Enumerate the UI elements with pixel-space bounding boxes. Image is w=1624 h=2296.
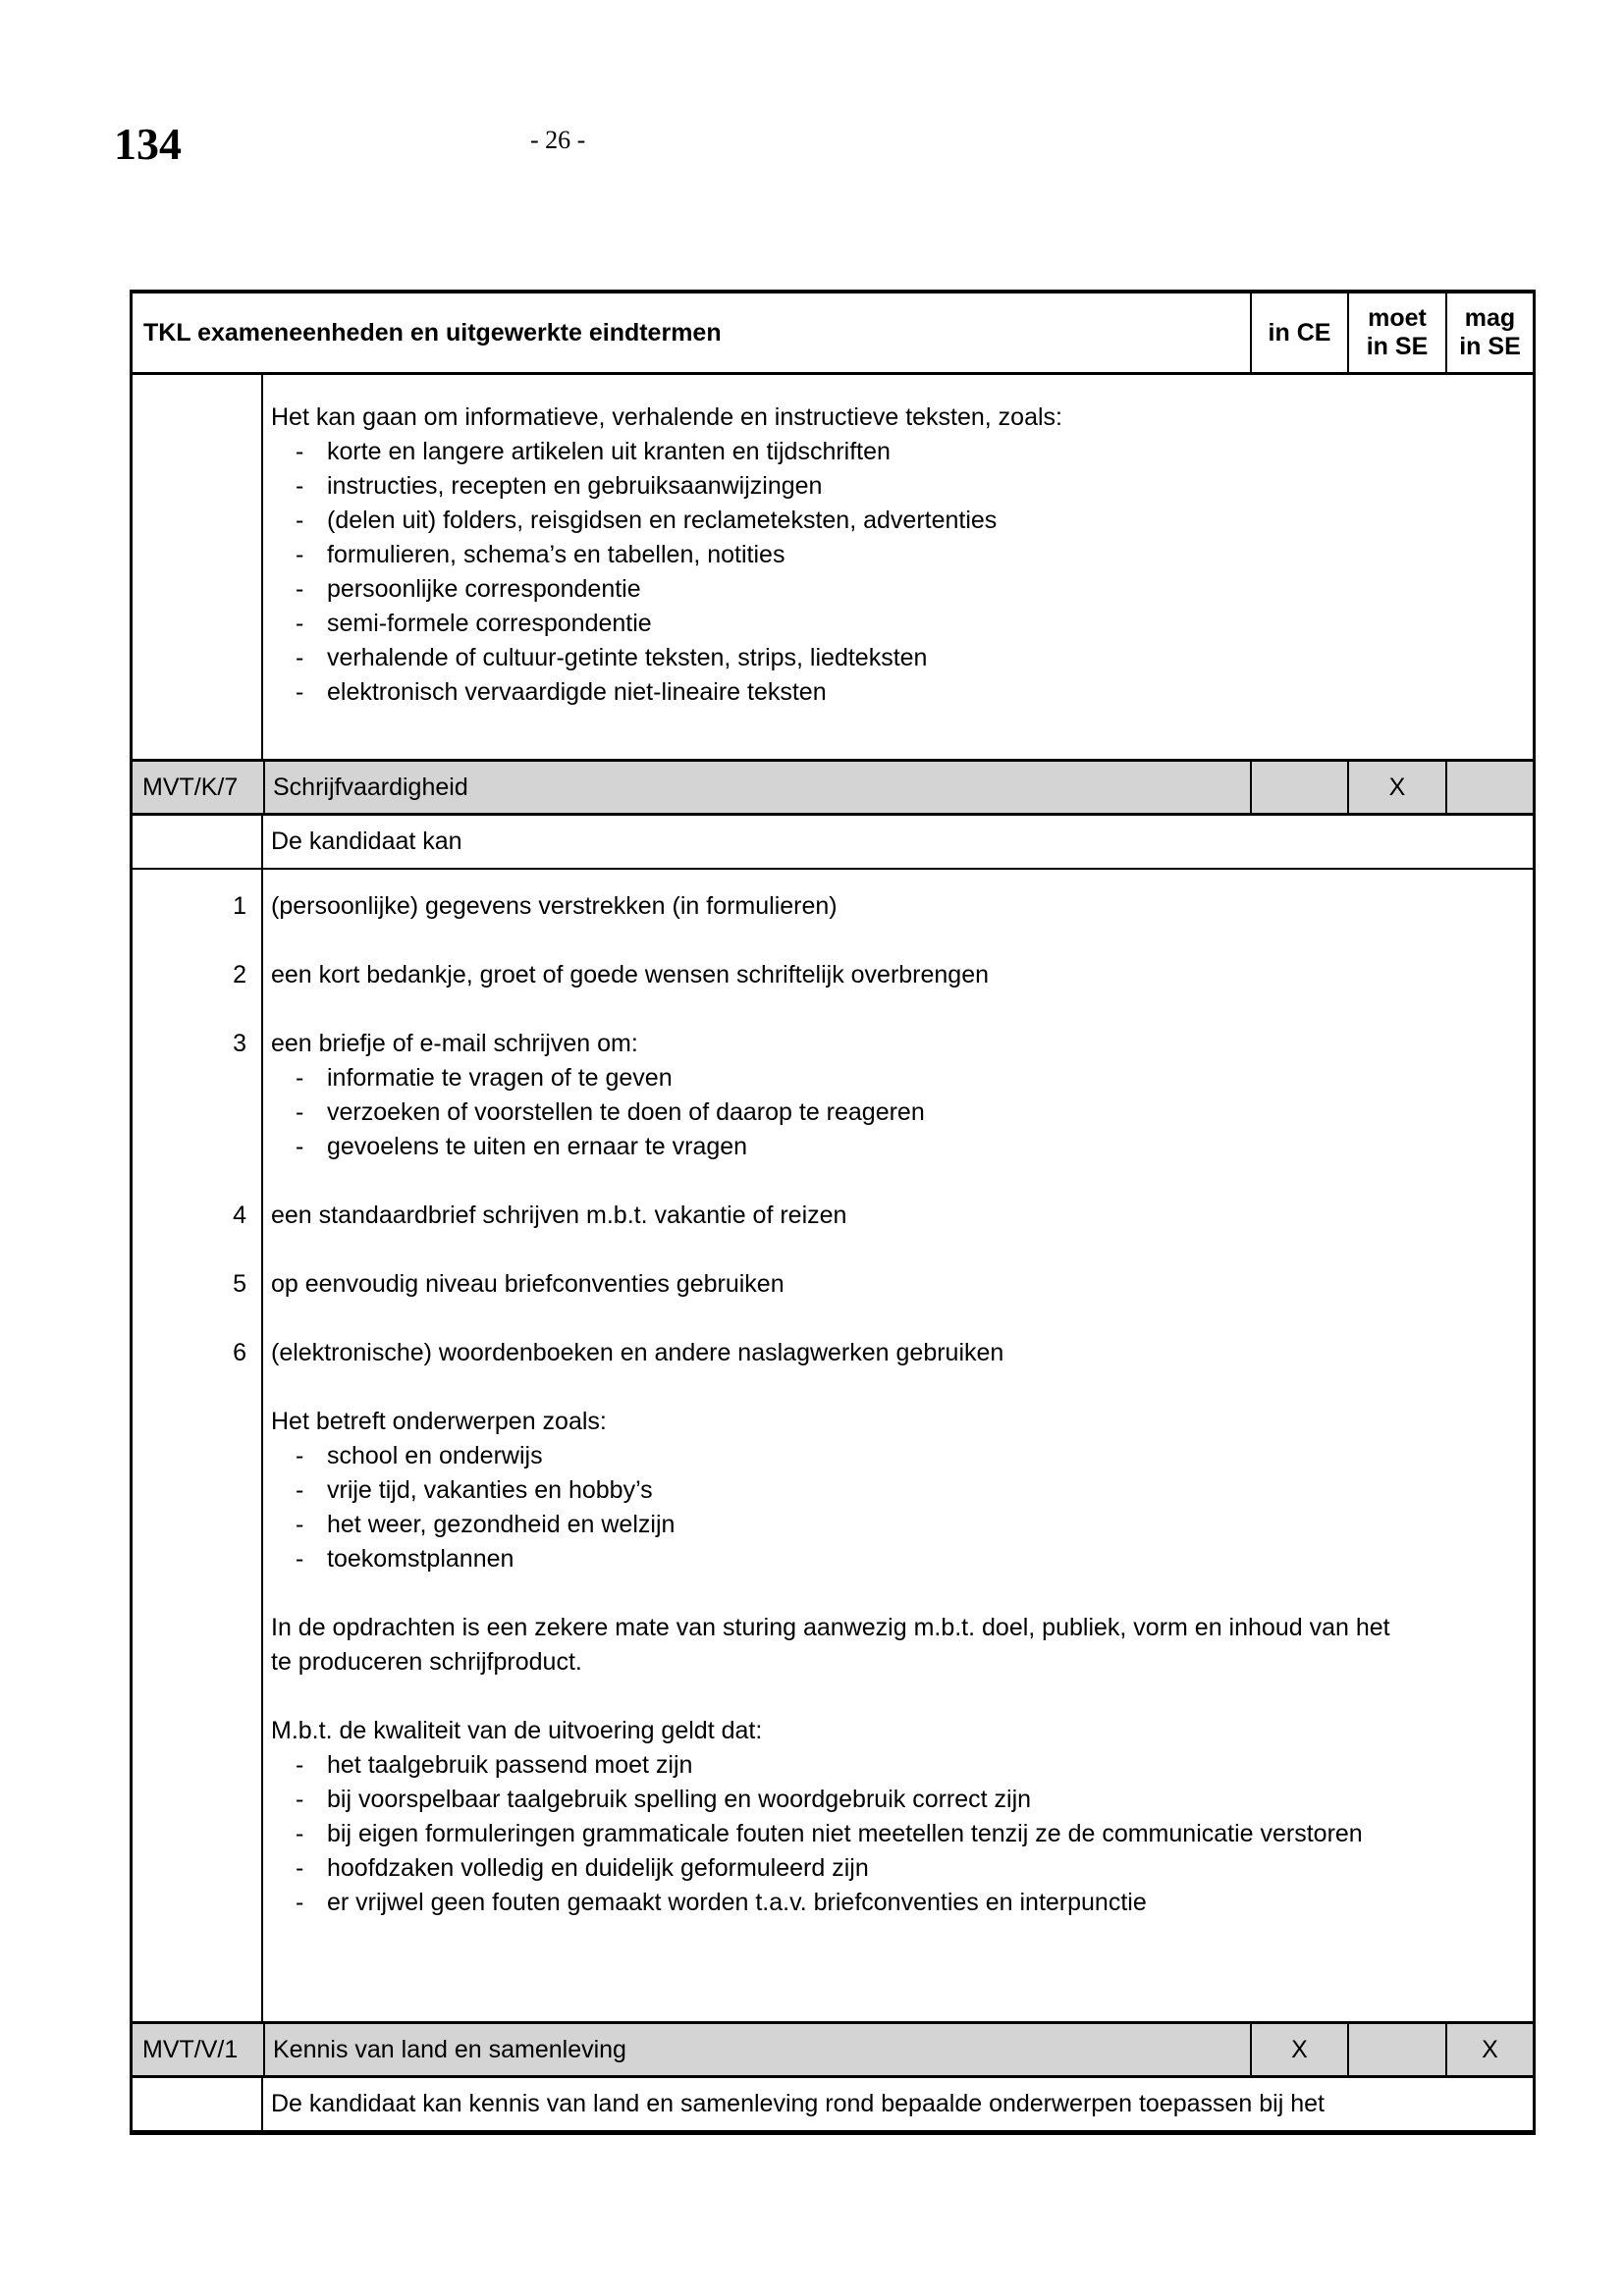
number-gutter [133,710,263,759]
text-line [133,1576,1533,1611]
line-text [263,1886,1533,1920]
number-gutter [133,1783,263,1817]
line-text [263,1542,1533,1576]
numbered-line [133,1027,1533,1061]
bullet-text: persoonlijke correspondentie [327,575,641,603]
numbered-line [133,1199,1533,1233]
header-col-moet-in-se [1347,294,1445,372]
header-col-mag-line2: in SE [1459,333,1521,360]
number-gutter [133,1920,263,2021]
section-row-mvt-v1 [133,2021,1533,2078]
header-col-mag-in-se [1445,294,1533,372]
lead-text: De kandidaat kan kennis van land en samenleving rond bepaalde onderwerpen toepassen bij het [271,2090,1325,2117]
number-gutter [133,1473,263,1508]
text-line [133,1680,1533,1714]
bullet-text: informatie te vragen of te geven [327,1064,673,1092]
number-gutter [133,607,263,641]
number-gutter [133,641,263,675]
line-text: een kort bedankje, groet of goede wensen schriftelijk overbrengen [271,961,990,988]
number-gutter [133,1748,263,1783]
text-line [133,400,1533,435]
bullet-line [133,675,1533,710]
line-text [263,469,1533,504]
number-gutter [133,1439,263,1473]
bullet-text: het taalgebruik passend moet zijn [327,1751,693,1779]
line-text [263,1233,1533,1267]
bullet-line [133,1542,1533,1576]
bullet-line [133,1748,1533,1783]
line-text [263,572,1533,607]
bullet-line [133,1508,1533,1542]
text-line [133,924,1533,958]
bullet-text: instructies, recepten en gebruiksaanwijzingen [327,472,823,500]
numbered-line [133,1267,1533,1302]
section-code: MVT/K/7 [142,773,239,801]
text-line [133,1233,1533,1267]
line-text: te produceren schrijfproduct. [271,1648,582,1676]
line-text [263,1748,1533,1783]
line-text [263,1576,1533,1611]
line-text [263,1473,1533,1508]
number-gutter [133,1542,263,1576]
text-line [133,1714,1533,1748]
text-line [133,870,1533,889]
bullet-text: verhalende of cultuur-getinte teksten, strips, liedteksten [327,644,928,671]
number-gutter [133,504,263,538]
bullet-line [133,1783,1533,1817]
number-gutter [133,1061,263,1095]
v1-in-ce-mark: X [1250,2024,1347,2075]
bullet-dash-icon: - [296,1820,304,1847]
line-text [263,1508,1533,1542]
line-text: Het kan gaan om informatieve, verhalende en instructieve teksten, zoals: [271,403,1062,431]
number-gutter [133,1680,263,1714]
bullet-dash-icon: - [296,438,304,465]
bullet-dash-icon: - [296,1476,304,1504]
bullet-line [133,435,1533,469]
page-number: - 26 - [530,126,586,154]
item-number: 5 [133,1267,263,1302]
number-gutter [133,1611,263,1645]
number-gutter [133,1817,263,1851]
bullet-text: bij voorspelbaar taalgebruik spelling en woordgebruik correct zijn [327,1786,1032,1813]
bullet-text: bij eigen formuleringen grammaticale fouten niet meetellen tenzij ze de communicatie verstoren [327,1820,1363,1847]
eindtermen-lines [133,870,1533,2021]
number-gutter [133,572,263,607]
bullet-line [133,1473,1533,1508]
section-title: Kennis van land en samenleving [263,2024,1250,2075]
number-gutter [133,1714,263,1748]
bullet-text: semi-formele correspondentie [327,610,652,637]
line-text [263,870,1533,889]
line-text: In de opdrachten is een zekere mate van sturing aanwezig m.b.t. doel, publiek, vorm en inhoud van het [271,1614,1390,1641]
line-text [263,675,1533,710]
line-text: een standaardbrief schrijven m.b.t. vakantie of reizen [271,1201,847,1229]
text-line [133,1405,1533,1439]
number-gutter [133,675,263,710]
bullet-dash-icon: - [296,1133,304,1160]
bullet-text: school en onderwijs [327,1442,543,1469]
number-gutter [133,469,263,504]
line-text [263,1302,1533,1336]
item-number: 4 [133,1199,263,1233]
item-number: 1 [133,889,263,924]
k7-moet-in-se-mark: X [1347,762,1445,813]
bullet-dash-icon: - [296,610,304,637]
number-gutter [133,1851,263,1886]
bullet-line [133,504,1533,538]
line-text [263,1439,1533,1473]
bullet-text: elektronisch vervaardigde niet-lineaire teksten [327,678,827,706]
header-col-in-ce [1250,294,1347,372]
number-gutter [133,992,263,1027]
line-text [263,1164,1533,1199]
line-text [263,1680,1533,1714]
bullet-dash-icon: - [296,1854,304,1882]
number-gutter [133,1130,263,1164]
v1-mag-in-se-mark: X [1445,2024,1533,2075]
exam-table [130,290,1536,2135]
line-text [263,1095,1533,1130]
number-gutter [133,1370,263,1405]
bullet-line [133,1095,1533,1130]
number-gutter [133,375,263,400]
bullet-text: (delen uit) folders, reisgidsen en reclameteksten, advertenties [327,507,998,534]
number-gutter [133,1095,263,1130]
number-gutter [133,1645,263,1680]
line-text: Het betreft onderwerpen zoals: [271,1408,607,1435]
number-gutter [133,435,263,469]
number-gutter [133,1164,263,1199]
line-text [263,992,1533,1027]
line-text [263,1851,1533,1886]
bullet-text: vrije tijd, vakanties en hobby’s [327,1476,653,1504]
intro-lines [133,375,1533,759]
text-line [133,1920,1533,2021]
line-text [263,1783,1533,1817]
eindtermen-row [133,868,1533,2021]
bullet-line [133,1817,1533,1851]
number-gutter [133,870,263,889]
line-text [263,538,1533,572]
text-line [133,992,1533,1027]
line-text [263,435,1533,469]
number-gutter [133,400,263,435]
header-col-in-ce-label: in CE [1268,318,1331,347]
item-number: 3 [133,1027,263,1061]
bullet-line [133,1886,1533,1920]
bullet-line [133,572,1533,607]
bullet-dash-icon: - [296,1545,304,1573]
bullet-dash-icon: - [296,1064,304,1092]
numbered-line [133,1336,1533,1370]
bullet-text: er vrijwel geen fouten gemaakt worden t.a.v. briefconventies en interpunctie [327,1889,1147,1916]
bullet-text: het weer, gezondheid en welzijn [327,1511,676,1538]
bullet-text: formulieren, schema’s en tabellen, notities [327,541,785,568]
k7-mag-in-se-mark [1445,762,1533,813]
text-line [133,1302,1533,1336]
line-text [263,924,1533,958]
bullet-text: hoofdzaken volledig en duidelijk geformuleerd zijn [327,1854,869,1882]
number-gutter [133,1576,263,1611]
bullet-dash-icon: - [296,1751,304,1779]
line-text [263,1370,1533,1405]
section-title: Schrijfvaardigheid [263,762,1250,813]
line-text [263,1920,1533,2021]
bullet-line [133,538,1533,572]
bullet-line [133,1061,1533,1095]
line-text [263,1061,1533,1095]
number-gutter [133,1233,263,1267]
text-line [133,1370,1533,1405]
line-text [263,504,1533,538]
bullet-text: korte en langere artikelen uit kranten en tijdschriften [327,438,891,465]
bullet-text: toekomstplannen [327,1545,514,1573]
bullet-dash-icon: - [296,678,304,706]
numbered-line [133,889,1533,924]
bullet-dash-icon: - [296,472,304,500]
line-text [263,641,1533,675]
bullet-line [133,1851,1533,1886]
text-line [133,1164,1533,1199]
item-number: 6 [133,1336,263,1370]
section-code: MVT/V/1 [142,2035,239,2063]
lead-text: De kandidaat kan [271,828,462,855]
line-text: (elektronische) woordenboeken en andere naslagwerken gebruiken [271,1339,1004,1366]
number-gutter [133,1405,263,1439]
number-gutter [133,924,263,958]
bullet-dash-icon: - [296,1511,304,1538]
number-gutter [133,1886,263,1920]
bullet-line [133,641,1533,675]
bullet-text: verzoeken of voorstellen te doen of daarop te reageren [327,1098,925,1126]
bullet-dash-icon: - [296,644,304,671]
table-header-row [133,294,1533,375]
bullet-line [133,1130,1533,1164]
line-text [263,375,1533,400]
line-text: op eenvoudig niveau briefconventies gebruiken [271,1270,785,1298]
text-line [133,1611,1533,1645]
bullet-line [133,607,1533,641]
line-text: (persoonlijke) gegevens verstrekken (in formulieren) [271,892,838,920]
bullet-dash-icon: - [296,541,304,568]
item-number: 2 [133,958,263,992]
line-text [263,1817,1533,1851]
bullet-dash-icon: - [296,507,304,534]
line-text [263,1130,1533,1164]
bullet-line [133,1439,1533,1473]
bullet-dash-icon: - [296,1889,304,1916]
text-line [133,710,1533,759]
bullet-line [133,469,1533,504]
bullet-dash-icon: - [296,1786,304,1813]
document-number: 134 [114,119,182,169]
section-row-mvt-k7 [133,759,1533,816]
number-gutter [133,1302,263,1336]
line-text [263,710,1533,759]
empty-gutter [133,816,263,868]
line-text [263,607,1533,641]
kandidaat-lead-row [133,816,1533,868]
text-line [133,1645,1533,1680]
empty-gutter [133,2078,263,2130]
header-col-moet-line1: moet [1368,304,1427,332]
bullet-dash-icon: - [296,575,304,603]
intro-text-row [133,375,1533,759]
number-gutter [133,1508,263,1542]
numbered-line [133,958,1533,992]
text-line [133,375,1533,400]
header-col-mag-line1: mag [1464,304,1516,332]
header-title: TKL exameneenheden en uitgewerkte eindtermen [143,318,722,347]
line-text: een briefje of e-mail schrijven om: [271,1030,638,1057]
line-text: M.b.t. de kwaliteit van de uitvoering geldt dat: [271,1717,763,1744]
v1-moet-in-se-mark [1347,2024,1445,2075]
bullet-dash-icon: - [296,1098,304,1126]
k7-in-ce-mark [1250,762,1347,813]
header-col-moet-line2: in SE [1366,333,1429,360]
number-gutter [133,538,263,572]
bullet-text: gevoelens te uiten en ernaar te vragen [327,1133,748,1160]
bullet-dash-icon: - [296,1442,304,1469]
v1-lead-row [133,2078,1533,2130]
